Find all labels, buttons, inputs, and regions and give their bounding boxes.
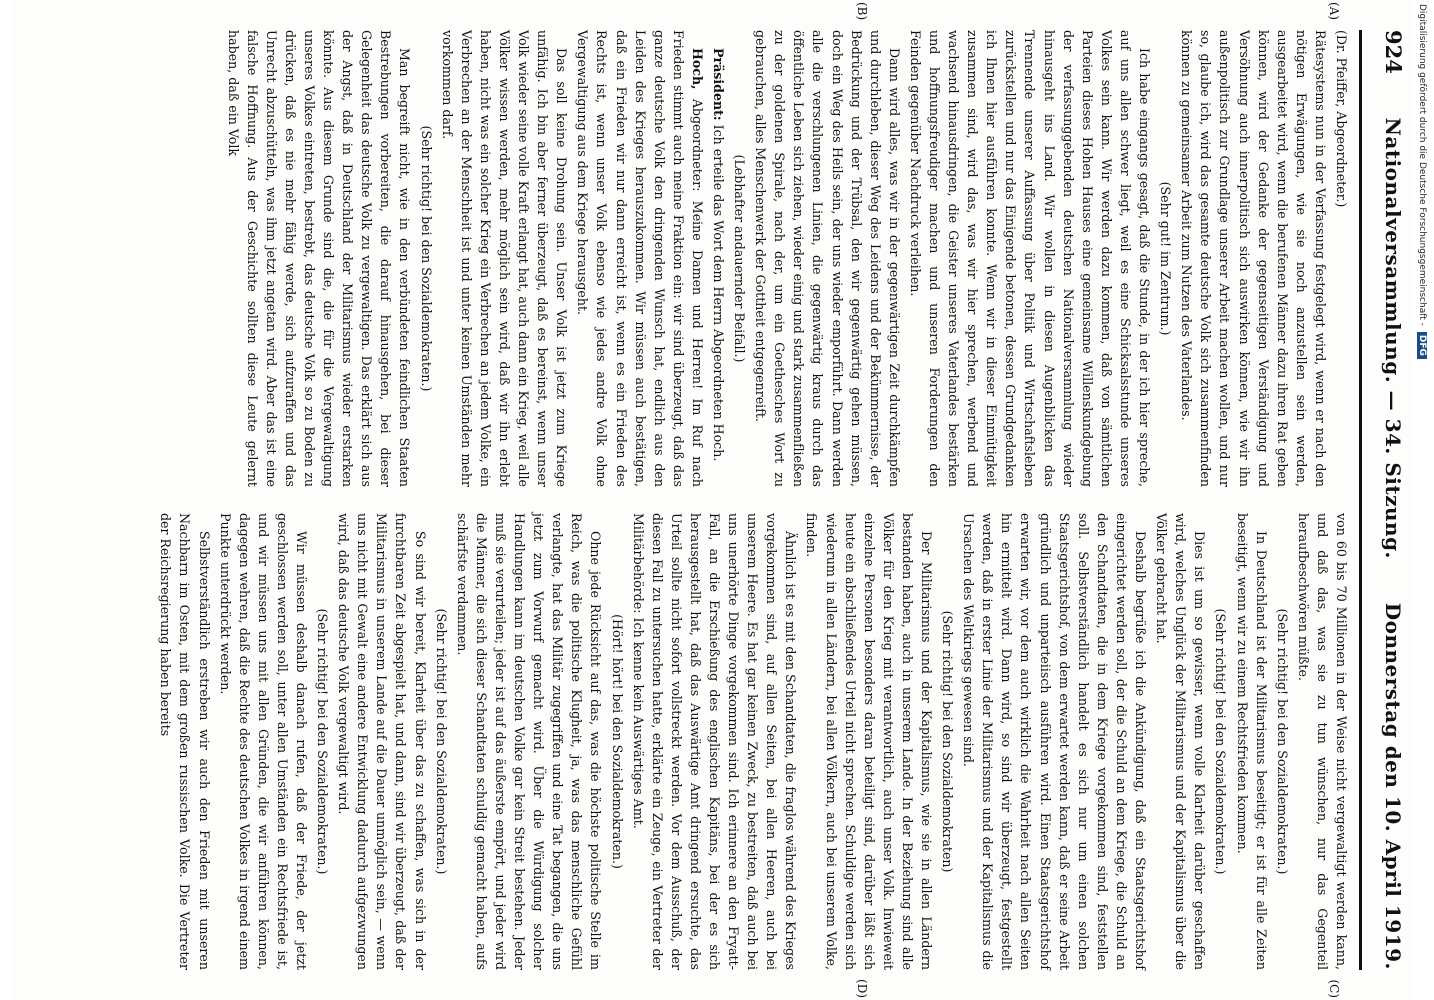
reaction: (Sehr richtig! bei den Sozialdemokraten.): [418, 125, 434, 392]
paragraph: Der Militarismus und der Kapitalismus, wie sie in allen Ländern bestanden haben, auch in unserem Lande. In der Beziehung sind alle Völker für den Krieg mit verantwortlich, auch unser Volk. Inwieweit einzelne Personen besonders daran beteiligt sind, darüber läßt sich heute ein abschließendes Urteil nicht sprechen. Schuldige werden sich wiederum in allen Ländern, bei allen Völkern, auch bei unserem Volke, finden.: [804, 513, 935, 970]
paragraph: Deshalb begrüße ich die Ankündigung, daß ein Staatsgerichtshof eingerichtet werden soll, der die Schuld an dem Kriege, die Schuld an den Schandtaten, die in dem Kriege vorgekommen sind, feststellen soll. Selbstverständlich handelt es sich nur um einen solchen Staatsgerichtshof, von dem erwartet werden kann, daß er seine Arbeit gründlich und unparteiisch ausführen wird. Einen Staatsgerichtshof erwarten wir, vor dem auch wirklich die Wahrheit nach allen Seiten hin ermittelt wird. Dann wird, so sind wir überzeugt, festgestellt werden, daß in erster Linie der Militarismus und der Kapitalismus die Ursachen des Weltkriegs gewesen sind.: [961, 513, 1149, 970]
left-column: [21, 2, 1351, 487]
session-title: Nationalversammlung. — 34. Sitzung.: [1381, 117, 1405, 560]
paragraph: Ich habe eingangs gesagt, daß die Stunde, in der ich hier spreche, auf uns allen schwer liegt, weil es eine Schicksalsstunde unseres Volkes sein kann. Wir werden dazu kommen, daß von sämtlichen Parteien dieses Hohen Hauses eine gemeinsame Willenskundgebung der verfassunggebenden deutschen Nationalversammlung wieder hinausgeht ins Land. Wir wollen in diesen Augenblicken das Trennende unserer Auffassung über Politik und Wirtschaftsleben zurückstellen und nur das Einigende betonen, dessen Grundgedanken ich Ihnen hier ausführen konnte. Wenn wir in dieser Einmütigkeit zusammen sind, wird das, was wir hier sprechen, werbend und wachsend hinausdringen, die Geister unseres Vaterlandes bestärken und hoffnungsfreudiger machen und unseren Forderungen den Feinden gegenüber Nachdruck verleihen.: [907, 30, 1153, 487]
paragraph: Dann wird alles, was wir in der gegenwärtigen Zeit durchkämpfen und durchleben, dieser Weg des Leidens und der Bekümmernisse, der Bedrückung und der Trübsal, den wir gegenwärtig gehen müssen, doch ein Weg des Heils sein, der uns wieder emporführt. Dann werden alle die verschlungenen Linien, die gegenwärtig kraus durch das öffentliche Leben sich ziehen, wieder einig und stark zusammenfließen zu der goldenen Spirale, nach der, um ein Goethesches Wort zu gebrauchen, alles Menschenwerk der Gottheit entgegenreift.: [753, 30, 902, 487]
margin-marker-c: (C): [1327, 979, 1341, 998]
paragraph: Ohne jede Rücksicht auf das, was die höchste politische Stelle im Reich, was die politische Klugheit, ja, was das menschliche Gefühl verlangte, hat das Militär zugegriffen und eine Tat begangen, die uns jetzt zum Vorwurf gemacht wird. Über die Würdigung solcher Handlungen kann im deutschen Volke gar kein Streit bestehen. Jeder muß sie verurteilen; jeder ist auf das äußerste empört, und jeder wird die Männer, die sich dieser Schandtaten schuldig gemacht haben, aufs schärfste verdammen.: [454, 513, 604, 970]
margin-marker-a: (A): [1327, 2, 1341, 21]
session-date: Donnerstag den 10. April 1919.: [1381, 602, 1405, 970]
page-number: 924: [1381, 30, 1406, 74]
digitization-note: [1412, 0, 1434, 1000]
text-columns: [21, 2, 1351, 998]
paragraph: von 60 bis 70 Millionen in der Weise nicht vergewaltigt werden kann, und daß das, was sie zu tun wünschen, nur das Gegenteil heraufbeschwören müßte.: [1295, 513, 1349, 970]
paragraph: So sind wir bereit, Klarheit über das zu schaffen, was sich in der furchtbaren Zeit abgespielt hat, und dann, sind wir überzeugt, daß der Militarismus in unserem Lande auf die Dauer unmöglich sein, — wenn uns nicht mit Gewalt eine andere Entwicklung dadurch aufgezwungen wird, daß das deutsche Volk vergewaltigt wird.: [336, 513, 428, 970]
paragraph: Rätesystems nun in der Verfassung festgelegt wird, wenn er nach den nötigen Erwägungen, wie sie noch anzustellen sein werden, ausgearbeitet wird, wenn die berufenen Männer dazu ihren Rat geben können, wird der Gedanke der gegenseitigen Verständigung und Versöhnung auch innerpolitisch sich auswirken können, wie wir ihn außenpolitisch zur Grundlage unserer Arbeit machen wollen, und nur so, glaube ich, wird das gesamte deutsche Volk sich zusammenfinden können zu gemeinsamer Arbeit zum Nutzen des Vaterlandes.: [1179, 30, 1328, 487]
paragraph: Man begreift nicht, wie in den verbündeten feindlichen Staaten Bestrebungen vorbereiten, die darauf hinausgehen, bei dieser Gelegenheit das deutsche Volk zu vergewaltigen. Das erklärt sich aus der Angst, daß in Deutschland der Militarismus wieder erstarken könnte. Aus diesem Grunde sind die, die für die Vergewaltigung unseres Volkes eintreten, bestrebt, das deutsche Volk so zu Boden zu drücken, daß es nie mehr fähig werde, sich aufzuraffen und das Unrecht abzuschütteln, was ihm jetzt angetan wird. Aber das ist eine falsche Hoffnung. Aus der Geschichte sollten diese Leute gelernt haben, daß ein Volk: [225, 30, 413, 487]
page-header: [1359, 30, 1406, 970]
reaction: (Sehr richtig! bei den Sozialdemokraten.): [1274, 608, 1290, 875]
reaction: (Sehr gut! im Zentrum.): [1158, 181, 1174, 336]
paragraph: Ähnlich ist es mit den Schandtaten, die fraglos während des Krieges vorgekommen sind, auf allen Seiten, bei allen Heeren, auch bei unserem Heere. Es hat gar keinen Zweck, zu bestreiten, daß auch bei uns unerhörte Dinge vorgekommen sind. Ich erinnere an den Fryatt-Fall, an die Erschießung des englischen Kapitäns, bei der es sich herausgestellt hat, daß das Auswärtige Amt dringend ersuchte, das Urteil sollte nicht sofort vollstreckt werden. Vor dem Ausschuß, der diesen Fall zu untersuchen hatte, erklärte ein Zeuge, ein Vertreter der Militärbehörde: Ich kenne kein Auswärtiges Amt.: [630, 513, 799, 970]
margin-marker-b: (B): [855, 2, 869, 21]
speaker-label: Präsident:: [711, 48, 726, 121]
reaction: (Sehr richtig! bei den Sozialdemokraten): [940, 610, 956, 873]
dfg-logo: DFG: [1417, 332, 1427, 359]
paragraph: Selbstverständlich erstreben wir auch den Frieden mit unseren Nachbarn im Osten, mit dem großen russischen Volke. Die Vertreter der Reichsregierung haben bereits: [158, 513, 212, 970]
reaction: (Sehr richtig! bei den Sozialdemokraten.): [433, 608, 449, 875]
paragraph: Wir müssen deshalb danach rufen, daß der Friede, der jetzt geschlossen werden soll, unter allen Umständen ein Rechtsfriede ist, und wir müssen uns mit allen Gründen, die wir anführen können, dagegen wehren, daß die Rechte des deutschen Volkes in irgend einem Punkte unterdrückt werden.: [217, 513, 310, 970]
president-statement: [709, 30, 728, 487]
speaker-tag: (Dr. Pfeiffer, Abgeordneter.): [1334, 30, 1349, 208]
statement-text: Ich erteile das Wort dem Herrn Abgeordneten Hoch.: [711, 120, 726, 462]
reaction: (Sehr richtig! bei den Sozialdemokraten.): [315, 608, 331, 875]
right-column: [21, 513, 1351, 998]
paragraph: Das soll keine Drohung sein. Unser Volk ist jetzt zum Kriege unfähig. Ich bin aber ferner überzeugt, daß es bereinst, wenn unser Volk wieder seine volle Kraft erlangt hat, auch dann ein Krieg, weil alle Völker wissen werden, mehr möglich sein wird, daß wir ihn erlebt haben, nicht was ein solcher Krieg ein Verbrechen an jedem Volke, ein Verbrechen an der Menschheit ist und unter keinen Umständen mehr vorkommen darf.: [439, 30, 570, 487]
statement-text: Abgeordneter: Meine Damen und Herren! Im Ruf nach Frieden stimmt auch meine Fraktion ein: wir sind überzeugt, daß das ganze deutsche Volk den dringenden Wunsch hat, endlich aus den Leiden des Krieges herauszukommen. Wir müssen auch bestätigen, daß ein Frieden wir nur dann erreicht ist, wenn es ein Frieden des Rechts ist, wenn unser Volk ebenso wie jedes andre Volk ohne Vergewaltigung aus dem Kriege herausgeht.: [575, 30, 705, 487]
speaker-statement: [573, 30, 707, 487]
speaker-label: Hoch,: [689, 48, 705, 90]
reaction: (Sehr richtig! bei den Sozialdemokraten.): [1213, 608, 1229, 875]
reaction: (Lebhafter andauernder Beifall.): [732, 154, 748, 363]
paragraph: Dies ist um so gewisser, wenn volle Klarheit darüber geschaffen wird, welches Unglück der Militarismus und der Kapitalismus über die Völker gebracht hat.: [1154, 513, 1208, 970]
reaction: (Hört! hört! bei den Sozialdemokraten.): [609, 614, 625, 869]
document-page: [12, 0, 1412, 1000]
margin-marker-d: (D): [855, 979, 869, 998]
digitization-text: Digitalisierung gefördert durch die Deutsche Forschungsgemeinschaft -: [1417, 4, 1427, 326]
paragraph: In Deutschland ist der Militarismus beseitigt; er ist für alle Zeiten beseitigt, wenn wir zu einem Rechtsfrieden kommen.: [1234, 513, 1269, 970]
